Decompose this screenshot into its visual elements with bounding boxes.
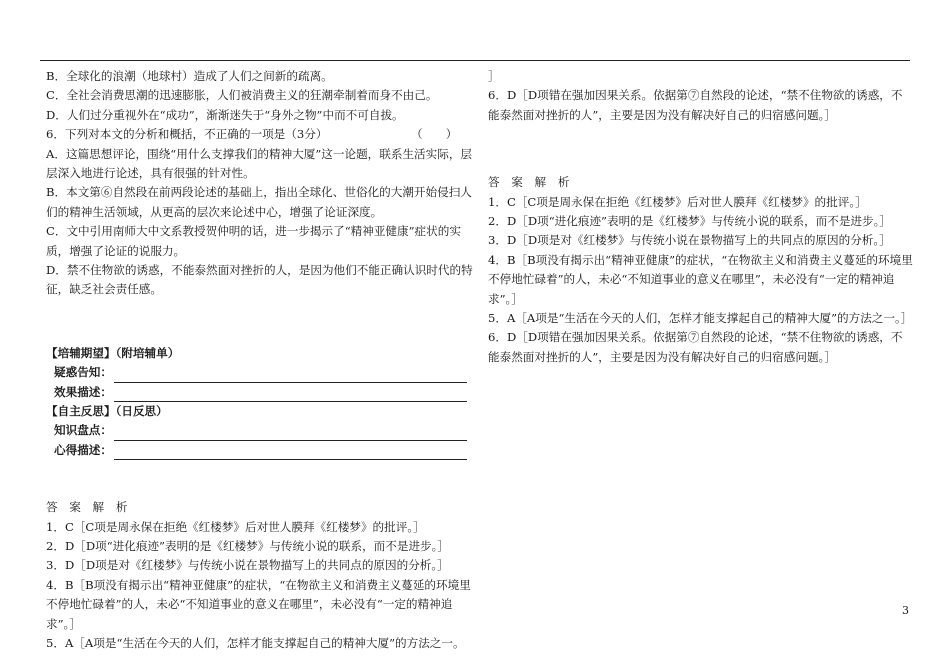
doubts-label: 疑惑告知：	[54, 365, 112, 380]
q6-option-b: B．本文第⑥自然段在前两段论述的基础上，指出全球化、世俗化的大潮开始侵扫人们的精神生活领域，从更高的层次来论述中心，增强了论证深度。	[46, 185, 472, 219]
q6-option-c: C．文中引用南师大中文系教授贺仲明的话，进一步揭示了“精神亚健康”症状的实质，增强了论证的说服力。	[46, 224, 461, 258]
knowledge-label: 知识盘点：	[54, 423, 112, 438]
insight-field[interactable]	[114, 446, 467, 460]
form-row-knowledge	[46, 421, 478, 440]
page-number: 3	[902, 604, 909, 617]
answer-2: 2．D［D项“进化痕迹”表明的是《红楼梦》与传统小说的联系，而不是进步。］	[46, 539, 450, 554]
option-c: C．全社会消费思潮的迅速膨胀，人们被消费主义的狂潮牵制着而身不由己。	[46, 88, 438, 103]
question-6	[46, 125, 478, 144]
answer-3: 3．D［D项是对《红楼梦》与传统小说在景物描写上的共同点的原因的分析。］	[46, 558, 449, 573]
answer-4: 4．B［B项没有揭示出“精神亚健康”的症状，“在物欲主义和消费主义蔓延的环境里不停地忙碌着”的人，未必“不知道事业的意义在哪里”，未必没有“一定的精神追求”。］	[488, 252, 913, 306]
option-b: B．全球化的浪潮（地球村）造成了人们之间新的疏离。	[46, 69, 333, 83]
left-column	[46, 67, 478, 654]
answer-2: 2．D［D项“进化痕迹”表明的是《红楼梦》与传统小说的联系，而不是进步。］	[488, 214, 892, 229]
answers-title: 答 案 解 析	[488, 175, 574, 190]
option-d: D．人们过分重视外在“成功”，渐渐迷失于“身外之物”中而不可自拔。	[46, 107, 404, 122]
top-rule	[40, 60, 910, 61]
form-row-effect	[46, 383, 478, 402]
answer-1: 1．C［C项是周永保在拒绝《红楼梦》后对世人膜拜《红楼梦》的批评。］	[488, 194, 867, 209]
question-6-stem: 6．下列对本文的分析和概括，不正确的一项是（3分）	[46, 127, 328, 142]
insight-label: 心得描述：	[54, 442, 112, 457]
q6-option-d: D．禁不住物欲的诱惑，不能泰然面对挫折的人，是因为他们不能正确认识时代的特征，缺乏社会责任感。	[46, 263, 473, 297]
answer-1: 1．C［C项是周永保在拒绝《红楼梦》后对世人膜拜《红楼梦》的批评。］	[46, 519, 425, 534]
form-row-doubts	[46, 363, 478, 382]
doubts-field[interactable]	[114, 369, 467, 383]
form-title-reflection: 【自主反思】（日反思）	[46, 404, 168, 419]
q6-option-a: A．这篇思想评论，围绕“用什么支撑我们的精神大厦”这一论题，联系生活实际，层层深入地进行论述，具有很强的针对性。	[46, 146, 473, 181]
effect-field[interactable]	[114, 388, 467, 402]
form-row-insight	[46, 441, 478, 460]
right-column	[488, 67, 913, 367]
answer-blank: （ ）	[411, 127, 458, 142]
tutoring-form	[46, 344, 478, 460]
knowledge-field[interactable]	[114, 427, 467, 441]
answer-4: 4．B［B项没有揭示出“精神亚健康”的症状，“在物欲主义和消费主义蔓延的环境里不停地忙碌着”的人，未必“不知道事业的意义在哪里”，未必没有“一定的精神追求”。］	[46, 577, 471, 631]
effect-label: 效果描述：	[54, 384, 112, 399]
answers-title: 答 案 解 析	[46, 500, 132, 515]
answer-5: 5．A［A项是“生活在今天的人们，怎样才能支撑起自己的精神大厦”的方法之一。］	[488, 311, 913, 326]
continued-bracket: ］	[488, 69, 500, 83]
answer-3: 3．D［D项是对《红楼梦》与传统小说在景物描写上的共同点的原因的分析。］	[488, 233, 891, 248]
answer-6-top: 6．D［D项错在强加因果关系。依据第⑦自然段的论述，“禁不住物欲的诱惑，不能泰然面对挫折的人”，主要是因为没有解决好自己的归宿感问题。］	[488, 88, 903, 122]
form-title-expectation: 【培辅期望】（附培辅单）	[46, 345, 180, 360]
answer-6: 6．D［D项错在强加因果关系。依据第⑦自然段的论述，“禁不住物欲的诱惑，不能泰然面对挫折的人”，主要是因为没有解决好自己的归宿感问题。］	[488, 330, 903, 364]
answer-5: 5．A［A项是“生活在今天的人们，怎样才能支撑起自己的精神大厦”的方法之一。	[46, 636, 465, 651]
